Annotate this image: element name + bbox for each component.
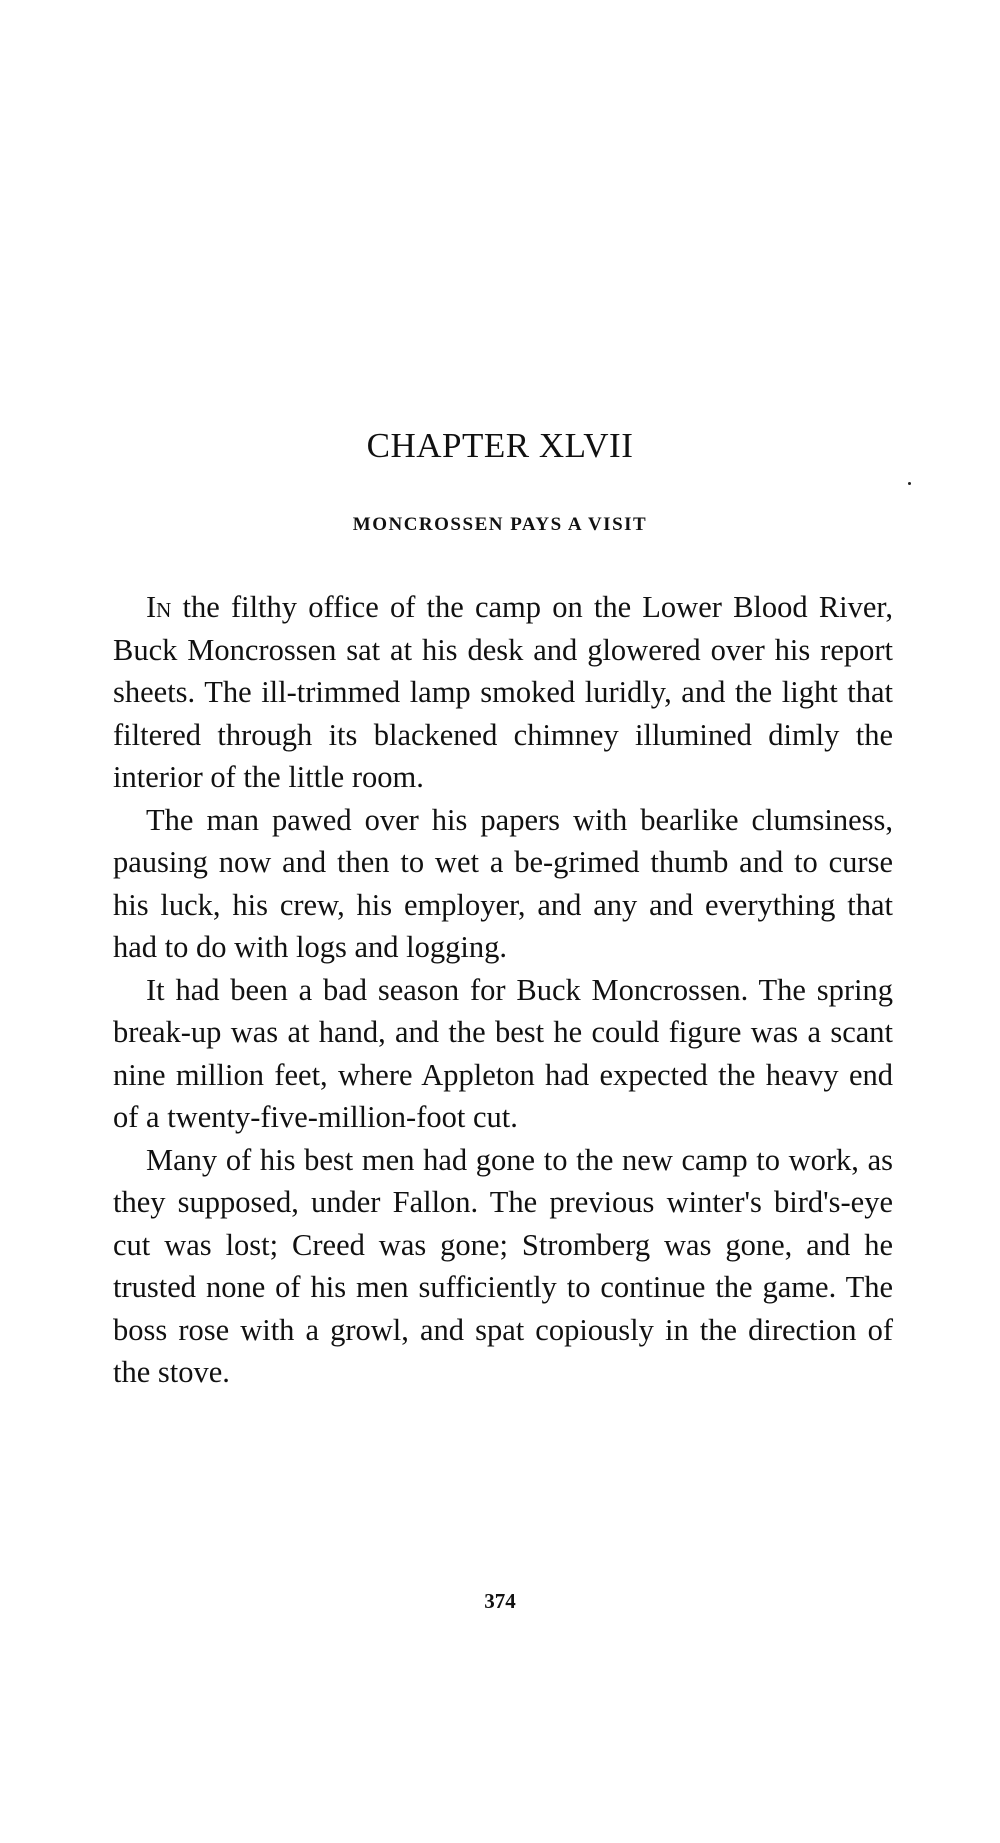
chapter-title: CHAPTER XLVII xyxy=(366,426,634,465)
paragraph-2: The man pawed over his papers with bearlike clumsiness, pausing now and then to wet a be-grimed thumb and to curse his luck, his crew, his employer, and any and everything that had to do with logs and logging. xyxy=(113,802,893,964)
paragraph-1 xyxy=(113,586,893,799)
paragraph-1-text: the filthy office of the camp on the Lower Blood River, Buck Moncrossen sat at his desk and glowered over his report sheets. The ill-trimmed lamp smoked luridly, and the light that filtered through its blackened chimney illumined dimly the interior of the little room. xyxy=(113,590,893,794)
chapter-subtitle: MONCROSSEN PAYS A VISIT xyxy=(352,514,648,535)
drop-lead-word: In xyxy=(146,590,172,624)
paragraph-3: It had been a bad season for Buck Moncrossen. The spring break-up was at hand, and the best he could figure was a scant nine million feet, where Appleton had expected the heavy end of a twenty-five-million-foot cut. xyxy=(113,972,893,1134)
chapter-body xyxy=(113,586,893,1394)
page-number: 374 xyxy=(484,1589,516,1613)
print-speck xyxy=(908,482,911,485)
paragraph-4: Many of his best men had gone to the new camp to work, as they supposed, under Fallon. The previous winter's bird's-eye cut was lost; Creed was gone; Stromberg was gone, and he trusted none of his men sufficiently to continue the game. The boss rose with a growl, and spat copiously in the direction of the stove. xyxy=(113,1142,893,1389)
